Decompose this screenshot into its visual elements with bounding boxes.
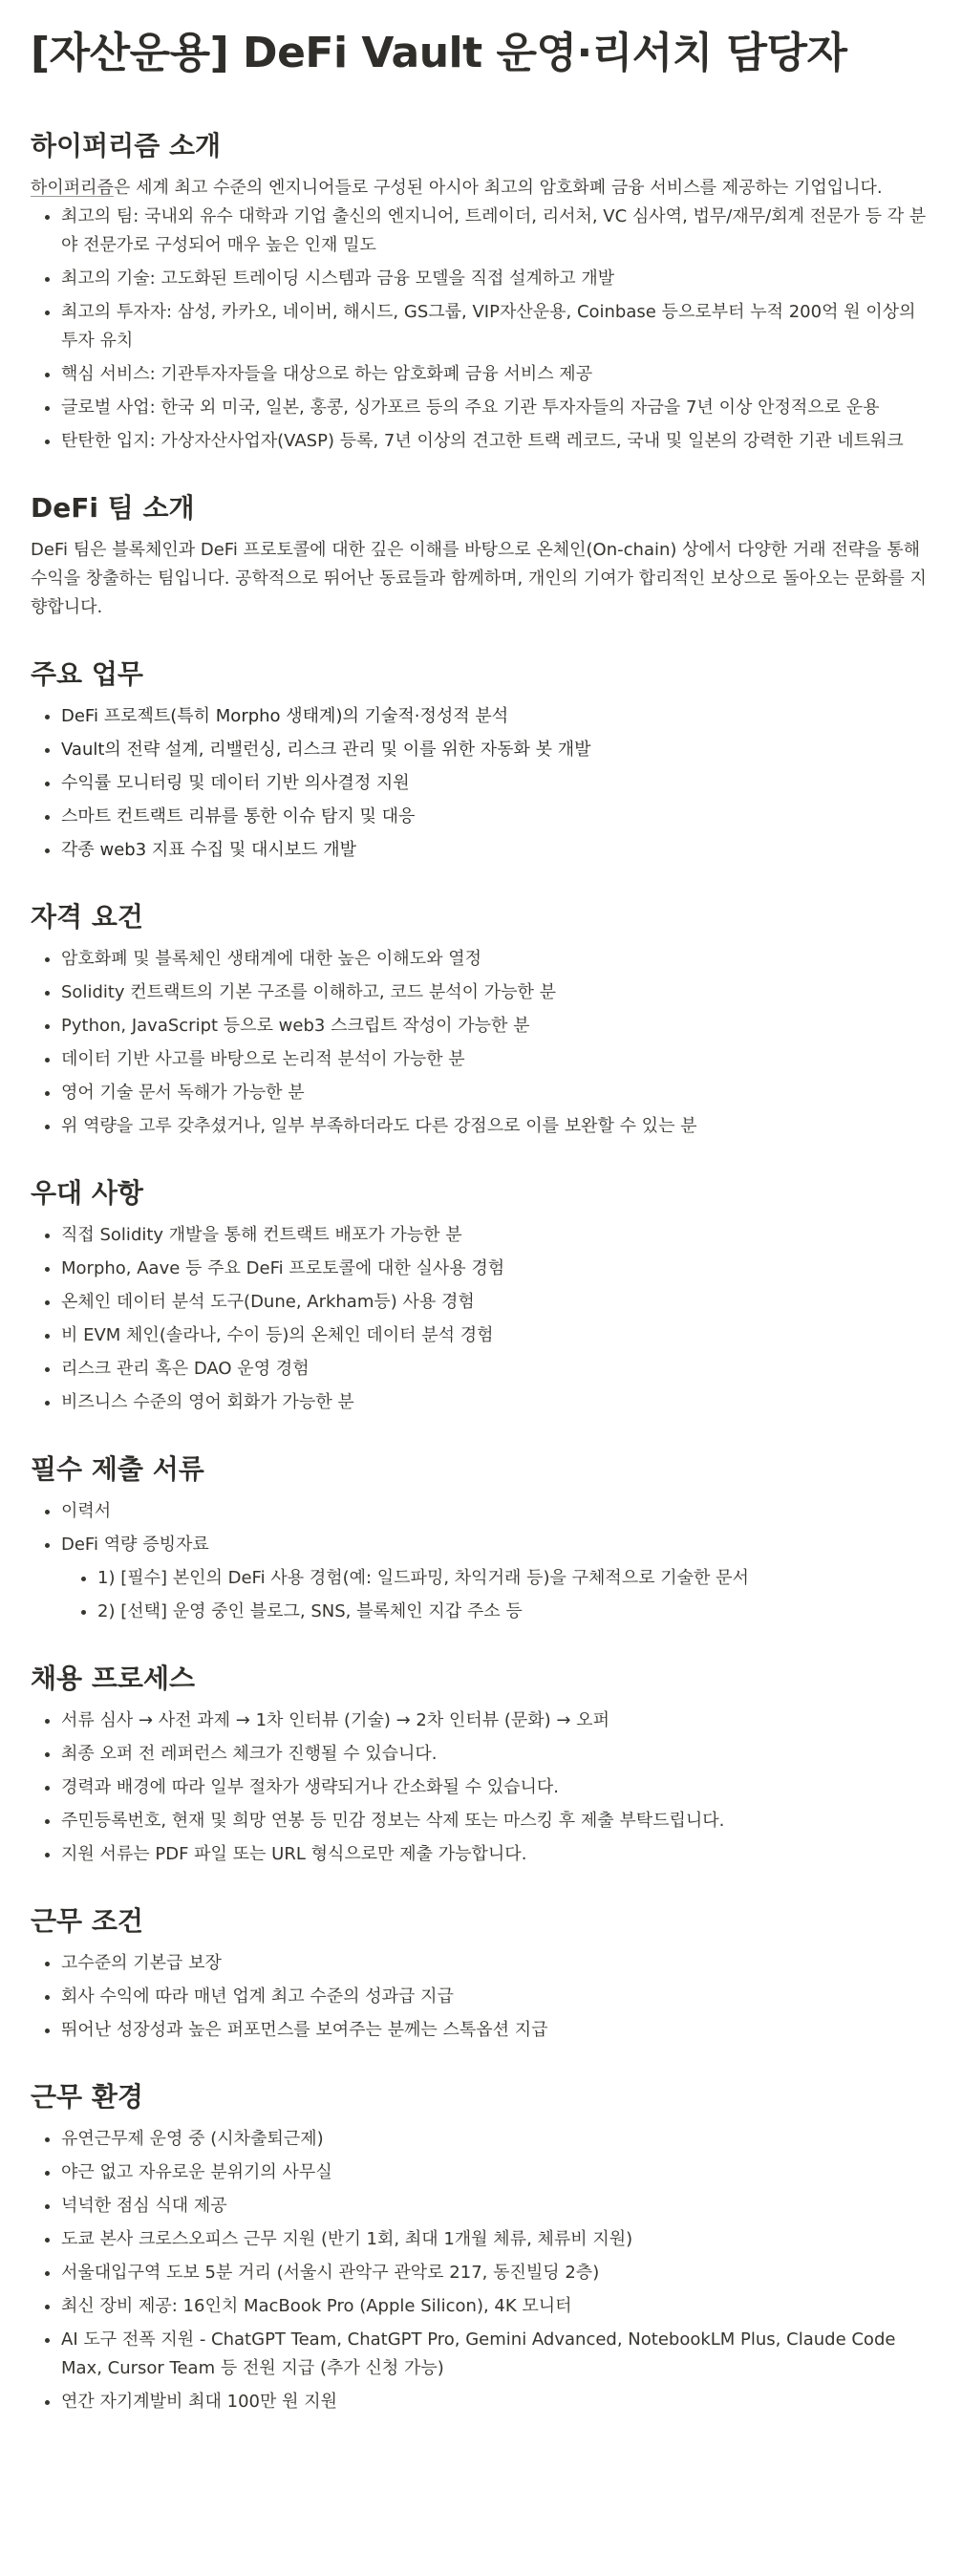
list-item: 리스크 관리 혹은 DAO 운영 경험 (42, 1355, 931, 1384)
section-heading-process: 채용 프로세스 (31, 1663, 196, 1694)
list-item: 영어 기술 문서 독해가 가능한 분 (42, 1079, 931, 1107)
company-intro (31, 174, 931, 203)
process-list (31, 1707, 931, 1869)
company-highlights-list (31, 203, 931, 456)
sublist-item: 1) [필수] 본인의 DeFi 사용 경험(예: 일드파밍, 차익거래 등)을 구체적으로 기술한 문서 (78, 1564, 931, 1593)
list-item: 글로벌 사업: 한국 외 미국, 일본, 홍콩, 싱가포르 등의 주요 기관 투자자들의 자금을 7년 이상 안정적으로 운용 (42, 394, 931, 422)
sublist-item: 2) [선택] 운영 중인 블로그, SNS, 블록체인 지갑 주소 등 (78, 1598, 931, 1626)
list-item: 최고의 팀: 국내외 유수 대학과 기업 출신의 엔지니어, 트레이더, 리서처, VC 심사역, 법무/재무/회계 전문가 등 각 분야 전문가로 구성되어 매우 높은 인재 밀도 (42, 203, 931, 260)
company-intro-text: 은 세계 최고 수준의 엔지니어들로 구성된 아시아 최고의 암호화폐 금융 서비스를 제공하는 기업입니다. (113, 178, 883, 198)
section-process (31, 1661, 931, 1869)
section-heading-conditions: 근무 조건 (31, 1905, 143, 1937)
team-description: DeFi 팀은 블록체인과 DeFi 프로토콜에 대한 깊은 이해를 바탕으로 온체인(On-chain) 상에서 다양한 거래 전략을 통해 수익을 창출하는 팀입니다. 공학적으로 뛰어난 동료들과 함께하며, 개인의 기여가 합리적인 보상으로 돌아오는 문화를 지향합니다. (31, 540, 927, 617)
list-item: 경력과 배경에 따라 일부 절차가 생략되거나 간소화될 수 있습니다. (42, 1773, 931, 1802)
list-item: 온체인 데이터 분석 도구(Dune, Arkham등) 사용 경험 (42, 1288, 931, 1317)
duties-list (31, 702, 931, 865)
list-item: AI 도구 전폭 지원 - ChatGPT Team, ChatGPT Pro, Gemini Advanced, NotebookLM Plus, Claude Code Max, Cursor Team 등 전원 지급 (추가 신청 가능) (42, 2326, 931, 2383)
list-item: Solidity 컨트랙트의 기본 구조를 이해하고, 코드 분석이 가능한 분 (42, 978, 931, 1007)
list-item: 야근 없고 자유로운 분위기의 사무실 (42, 2158, 931, 2187)
section-conditions (31, 1903, 931, 2045)
list-item: 넉넉한 점심 식대 제공 (42, 2192, 931, 2221)
documents-list (31, 1497, 931, 1626)
list-item: 데이터 기반 사고를 바탕으로 논리적 분석이 가능한 분 (42, 1045, 931, 1074)
section-environment (31, 2079, 931, 2416)
list-item: 각종 web3 지표 수집 및 대시보드 개발 (42, 836, 931, 865)
list-item: 비즈니스 수준의 영어 회화가 가능한 분 (42, 1388, 931, 1417)
list-item (42, 1531, 931, 1626)
list-item: 서류 심사 → 사전 과제 → 1차 인터뷰 (기술) → 2차 인터뷰 (문화) → 오퍼 (42, 1707, 931, 1735)
list-item: 주민등록번호, 현재 및 희망 연봉 등 민감 정보는 삭제 또는 마스킹 후 제출 부탁드립니다. (42, 1807, 931, 1835)
list-item: 최종 오퍼 전 레퍼런스 체크가 진행될 수 있습니다. (42, 1740, 931, 1769)
list-item: 이력서 (42, 1497, 931, 1526)
section-heading-duties: 주요 업무 (31, 658, 143, 690)
documents-sublist (61, 1564, 931, 1626)
list-item: 지원 서류는 PDF 파일 또는 URL 형식으로만 제출 가능합니다. (42, 1840, 931, 1869)
list-item: 핵심 서비스: 기관투자자들을 대상으로 하는 암호화폐 금융 서비스 제공 (42, 360, 931, 389)
list-item: 직접 Solidity 개발을 통해 컨트랙트 배포가 가능한 분 (42, 1221, 931, 1250)
list-item: Python, JavaScript 등으로 web3 스크립트 작성이 가능한 분 (42, 1012, 931, 1041)
list-item: 최고의 기술: 고도화된 트레이딩 시스템과 금융 모델을 직접 설계하고 개발 (42, 265, 931, 293)
section-heading-preferred: 우대 사항 (31, 1177, 143, 1209)
section-preferred (31, 1175, 931, 1417)
section-heading-documents: 필수 제출 서류 (31, 1453, 204, 1485)
environment-list (31, 2125, 931, 2416)
preferred-list (31, 1221, 931, 1417)
section-requirements (31, 899, 931, 1141)
section-heading-environment: 근무 환경 (31, 2081, 143, 2113)
company-name-link[interactable]: 하이퍼리즘 (31, 178, 114, 198)
section-heading-company: 하이퍼리즘 소개 (31, 130, 222, 161)
list-item: 스마트 컨트랙트 리뷰를 통한 이슈 탐지 및 대응 (42, 803, 931, 831)
conditions-list (31, 1949, 931, 2045)
list-item: 수익률 모니터링 및 데이터 기반 의사결정 지원 (42, 769, 931, 798)
list-item: Morpho, Aave 등 주요 DeFi 프로토콜에 대한 실사용 경험 (42, 1255, 931, 1283)
list-item: 도쿄 본사 크로스오피스 근무 지원 (반기 1회, 최대 1개월 체류, 체류비 지원) (42, 2225, 931, 2254)
section-company (31, 128, 931, 456)
list-item-label: DeFi 역량 증빙자료 (61, 1535, 209, 1555)
list-item: 서울대입구역 도보 5분 거리 (서울시 관악구 관악로 217, 동진빌딩 2층) (42, 2259, 931, 2287)
section-duties (31, 656, 931, 865)
list-item: 암호화폐 및 블록체인 생태계에 대한 높은 이해도와 열정 (42, 945, 931, 974)
list-item: 뛰어난 성장성과 높은 퍼포먼스를 보여주는 분께는 스톡옵션 지급 (42, 2016, 931, 2045)
list-item: 최신 장비 제공: 16인치 MacBook Pro (Apple Silicon), 4K 모니터 (42, 2292, 931, 2321)
section-heading-team: DeFi 팀 소개 (31, 492, 195, 524)
page-title: [자산운용] DeFi Vault 운영·리서치 담당자 (31, 29, 847, 77)
list-item: 연간 자기계발비 최대 100만 원 지원 (42, 2388, 931, 2416)
section-team (31, 490, 931, 622)
list-item: 고수준의 기본급 보장 (42, 1949, 931, 1978)
list-item: Vault의 전략 설계, 리밸런싱, 리스크 관리 및 이를 위한 자동화 봇 개발 (42, 736, 931, 764)
list-item: 회사 수익에 따라 매년 업계 최고 수준의 성과급 지급 (42, 1983, 931, 2011)
list-item: 최고의 투자자: 삼성, 카카오, 네이버, 해시드, GS그룹, VIP자산운용, Coinbase 등으로부터 누적 200억 원 이상의 투자 유치 (42, 298, 931, 355)
requirements-list (31, 945, 931, 1141)
list-item: 비 EVM 체인(솔라나, 수이 등)의 온체인 데이터 분석 경험 (42, 1321, 931, 1350)
list-item: 유연근무제 운영 중 (시차출퇴근제) (42, 2125, 931, 2154)
list-item: 탄탄한 입지: 가상자산사업자(VASP) 등록, 7년 이상의 견고한 트랙 레코드, 국내 및 일본의 강력한 기관 네트워크 (42, 427, 931, 456)
list-item: 위 역량을 고루 갖추셨거나, 일부 부족하더라도 다른 강점으로 이를 보완할 수 있는 분 (42, 1112, 931, 1141)
list-item: DeFi 프로젝트(특히 Morpho 생태계)의 기술적·정성적 분석 (42, 702, 931, 731)
section-documents (31, 1451, 931, 1626)
section-heading-requirements: 자격 요건 (31, 901, 143, 933)
